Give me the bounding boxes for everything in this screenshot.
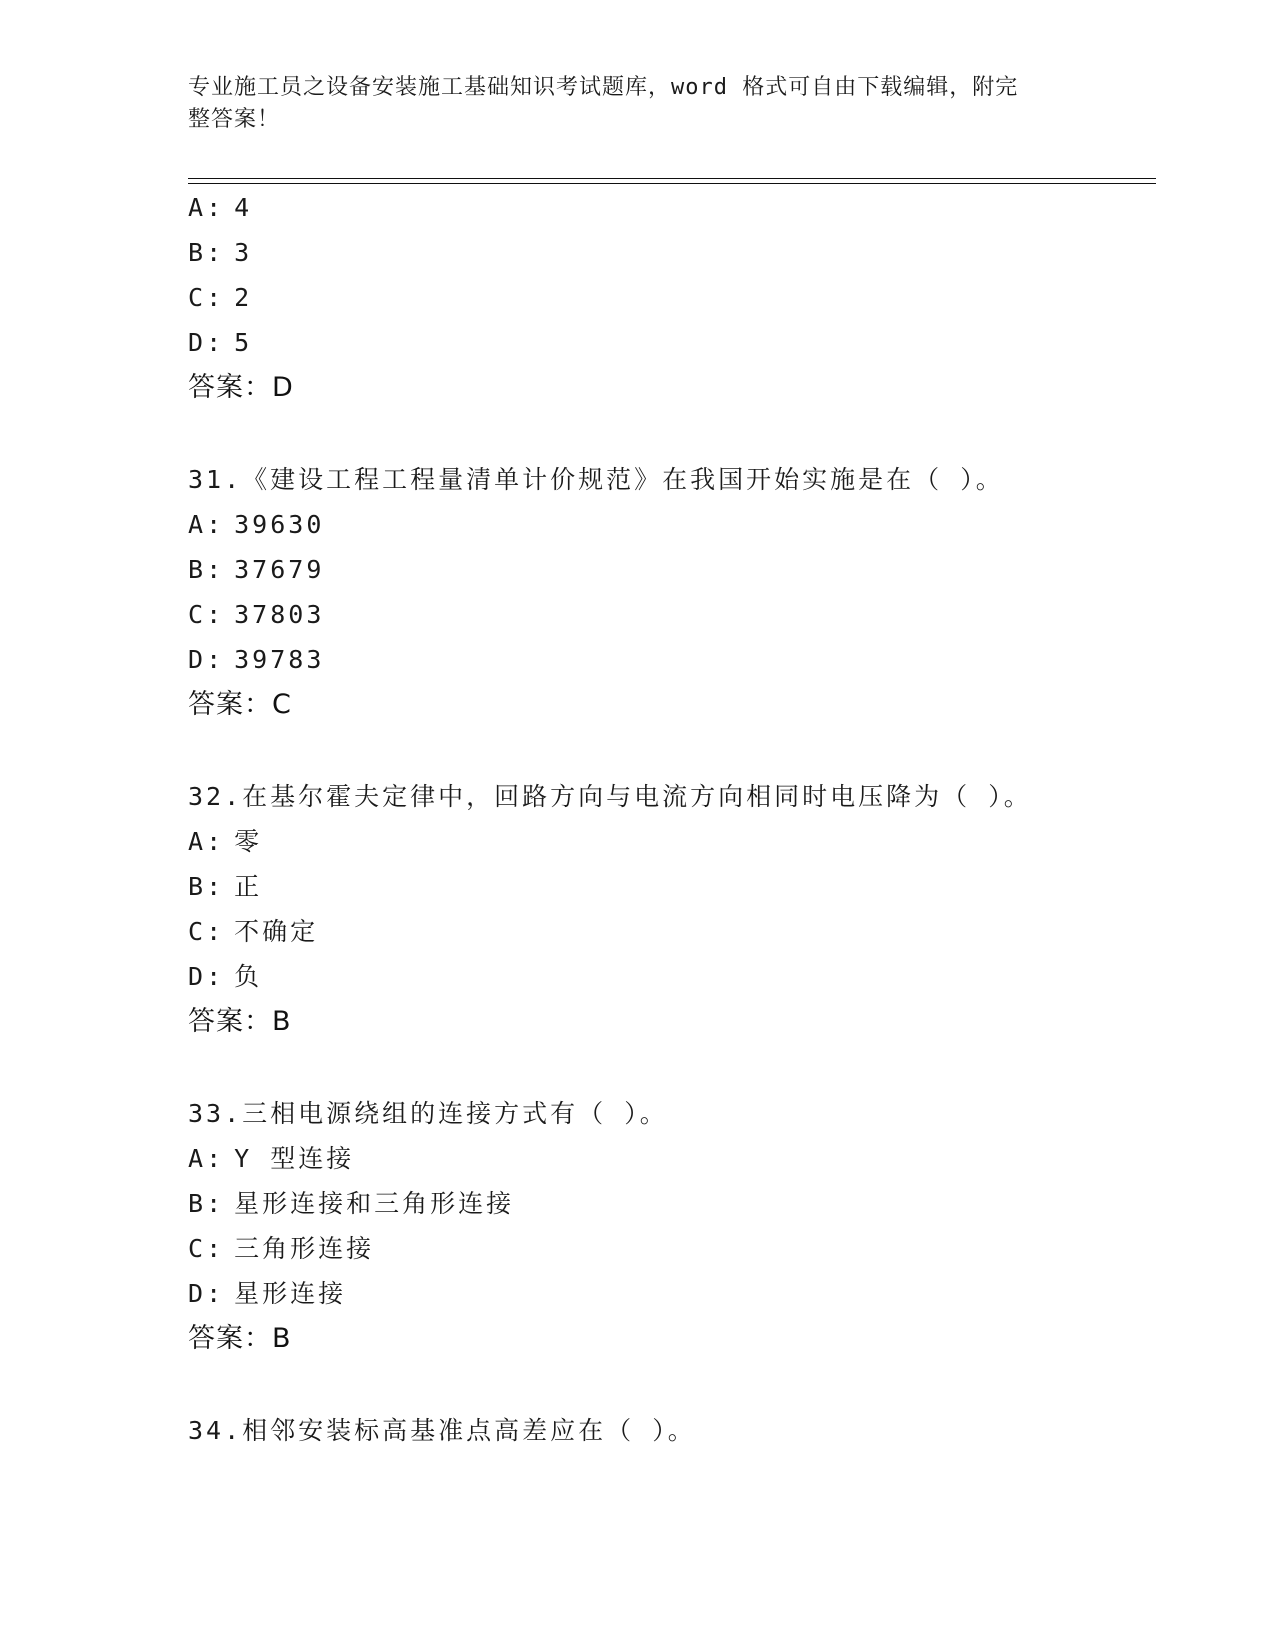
option-text: 星形连接和三角形连接 [234, 1189, 515, 1218]
option-separator: : [206, 1234, 225, 1263]
question-stem: 33.三相电源绕组的连接方式有（ ）。 [188, 1099, 668, 1128]
option-separator: : [206, 283, 225, 312]
option-text: 负 [234, 962, 263, 991]
option-label: B [188, 1189, 207, 1218]
option-row [188, 327, 252, 359]
answer-line: 答案：C [188, 689, 292, 720]
option-label: C [188, 917, 207, 946]
option-separator: : [206, 555, 225, 584]
option-row [188, 871, 262, 903]
question-stem: 31.《建设工程工程量清单计价规范》在我国开始实施是在（ ）。 [188, 465, 1004, 494]
option-separator: : [206, 510, 225, 539]
option-label: B [188, 872, 207, 901]
header-divider-top [188, 178, 1156, 179]
option-text: 零 [234, 827, 263, 856]
question-stem: 32.在基尔霍夫定律中，回路方向与电流方向相同时电压降为（ ）。 [188, 782, 1032, 811]
option-label: B [188, 238, 207, 267]
option-text: 5 [234, 328, 253, 357]
option-separator: : [206, 238, 225, 267]
option-text: 不确定 [234, 917, 319, 946]
option-text: 39630 [234, 510, 325, 539]
option-text: 4 [234, 193, 253, 222]
option-label: A [188, 510, 207, 539]
option-separator: : [206, 193, 225, 222]
option-label: A [188, 827, 207, 856]
option-separator: : [206, 328, 225, 357]
answer-line: 答案：B [188, 1006, 292, 1037]
option-separator: : [206, 962, 225, 991]
option-label: C [188, 600, 207, 629]
option-separator: : [206, 1279, 225, 1308]
option-label: C [188, 1234, 207, 1263]
option-row [188, 644, 324, 676]
answer-line: 答案：D [188, 372, 294, 403]
option-text: 3 [234, 238, 253, 267]
option-text: 三角形连接 [234, 1234, 375, 1263]
option-separator: : [206, 1189, 225, 1218]
option-row [188, 599, 324, 631]
option-text: 37679 [234, 555, 325, 584]
option-label: A [188, 1144, 207, 1173]
option-row [188, 826, 262, 858]
option-label: D [188, 328, 207, 357]
option-row [188, 961, 262, 993]
question-stem: 34.相邻安装标高基准点高差应在（ ）。 [188, 1416, 696, 1445]
header-divider-bottom [188, 183, 1156, 184]
answer-line: 答案：B [188, 1323, 292, 1354]
option-text: 星形连接 [234, 1279, 347, 1308]
option-row [188, 1188, 514, 1220]
option-label: D [188, 962, 207, 991]
option-label: A [188, 193, 207, 222]
header-line-1: 专业施工员之设备安装施工基础知识考试题库，word 格式可自由下载编辑，附完 [188, 75, 1019, 100]
option-separator: : [206, 917, 225, 946]
option-text: 39783 [234, 645, 325, 674]
option-label: D [188, 1279, 207, 1308]
option-separator: : [206, 600, 225, 629]
option-row [188, 509, 324, 541]
option-row [188, 554, 324, 586]
option-row [188, 282, 252, 314]
option-row [188, 1143, 354, 1175]
option-label: D [188, 645, 207, 674]
option-text: 2 [234, 283, 253, 312]
option-row [188, 192, 252, 224]
option-text: 37803 [234, 600, 325, 629]
option-row [188, 237, 252, 269]
option-separator: : [206, 827, 225, 856]
option-row [188, 916, 318, 948]
option-separator: : [206, 872, 225, 901]
option-row [188, 1233, 374, 1265]
option-label: C [188, 283, 207, 312]
option-row [188, 1278, 346, 1310]
option-label: B [188, 555, 207, 584]
option-separator: : [206, 645, 225, 674]
option-text: 正 [234, 872, 263, 901]
header-line-2: 整答案！ [188, 107, 281, 132]
option-text: Y 型连接 [234, 1144, 355, 1173]
option-separator: : [206, 1144, 225, 1173]
document-header [188, 72, 1088, 136]
